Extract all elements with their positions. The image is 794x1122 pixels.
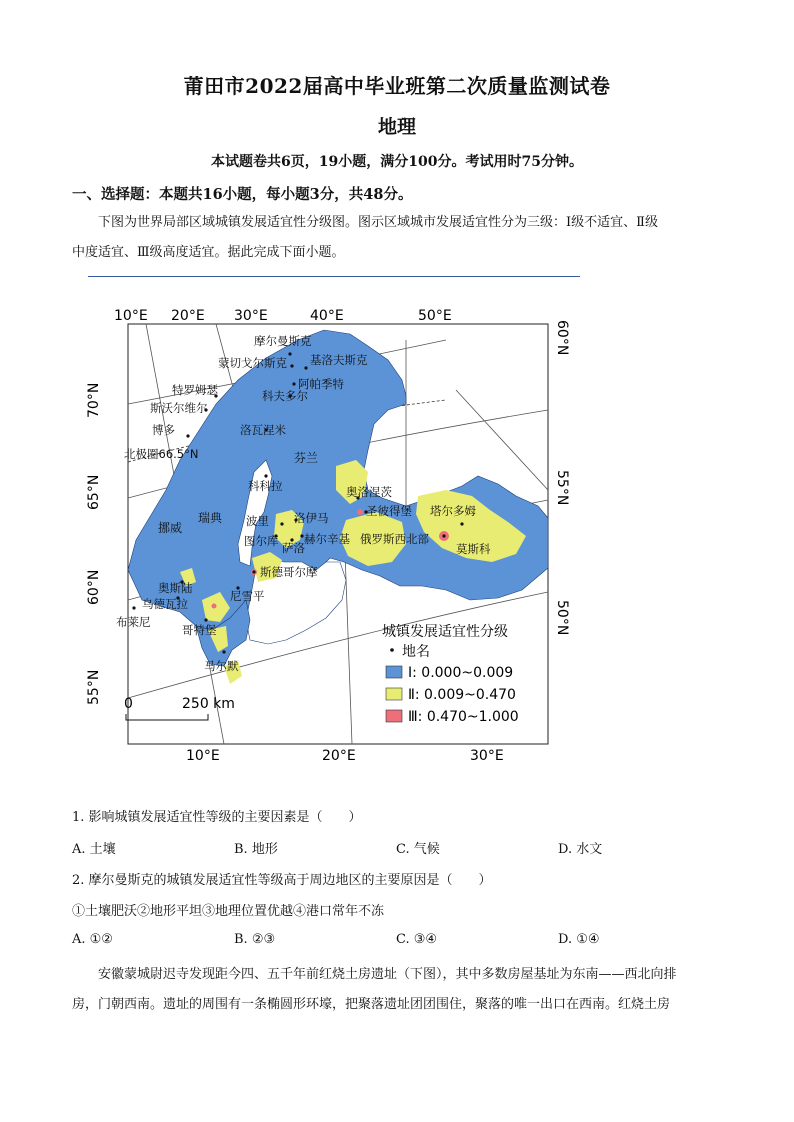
label-moscow: 莫斯科 [456, 542, 491, 556]
q2-items: ①土壤肥沃②地形平坦③地理位置优越④港口常年不冻 [72, 904, 385, 919]
lon-label-bottom: 30°E [470, 748, 504, 764]
label-sweden: 瑞典 [198, 511, 223, 525]
q1-option-b[interactable]: B. 地形 [234, 842, 278, 857]
label-kirovsk: 基洛夫斯克 [310, 353, 368, 367]
q1-option-a[interactable]: A. 土壤 [72, 842, 116, 857]
label-nw-russia: 俄罗斯西北部 [360, 532, 429, 546]
lon-label-top: 40°E [310, 308, 344, 324]
label-murmansk: 摩尔曼斯克 [254, 334, 312, 348]
lat-label-left: 60°N [86, 569, 102, 605]
label-tromso: 特罗姆瑟 [172, 383, 218, 397]
label-olonets: 奥洛涅茨 [346, 485, 392, 499]
intro-line-1: 下图为世界局部区域城镇发展适宜性分级图。图示区域城市发展适宜性分为三级：Ⅰ级不适宜、Ⅱ级 [98, 215, 658, 230]
intro-line-2: 中度适宜、Ⅲ级高度适宜。据此完成下面小题。 [72, 245, 345, 260]
label-monchegorsk: 蒙切戈尔斯克 [218, 356, 287, 370]
label-bergen: 布莱尼 [116, 615, 151, 629]
lon-label-top: 50°E [418, 308, 452, 324]
label-turku: 图尔库 [244, 534, 279, 548]
legend-class3: Ⅲ: 0.470~1.000 [408, 709, 519, 725]
lon-label-top: 30°E [234, 308, 268, 324]
label-apatity: 阿帕季特 [298, 377, 344, 391]
q2-option-b[interactable]: B. ②③ [234, 932, 276, 947]
legend-title: 城镇发展适宜性分级 [382, 624, 508, 640]
label-stpetersburg: 圣彼得堡 [366, 504, 412, 518]
lat-label-left: 65°N [86, 474, 102, 510]
label-rovaniemi: 洛瓦涅米 [240, 423, 286, 437]
lon-label-top: 10°E [114, 308, 148, 324]
subject-title: 地理 [377, 116, 416, 138]
scale-dist: 250 km [182, 696, 235, 712]
lon-label-bottom: 10°E [186, 748, 220, 764]
label-finland: 芬兰 [294, 451, 319, 465]
label-kokkola: 科科拉 [248, 479, 283, 493]
lat-label-right: 55°N [554, 470, 570, 506]
legend-swatch-1 [386, 666, 402, 678]
label-pori: 波里 [246, 514, 269, 528]
legend-swatch-2 [386, 688, 402, 700]
label-bodo: 博多 [152, 423, 175, 437]
q1-option-d[interactable]: D. 水文 [558, 842, 603, 857]
passage-line-1: 安徽蒙城尉迟寺发现距今四、五千年前红烧土房遗址（下图），其中多数房屋基址为东南——西北向排 [98, 967, 677, 982]
label-nykoping: 尼雪平 [230, 589, 265, 603]
lon-label-top: 20°E [171, 308, 205, 324]
legend-class2: Ⅱ: 0.009~0.470 [408, 687, 516, 703]
lon-label-bottom: 20°E [322, 748, 356, 764]
exam-title: 莆田市2022届高中毕业班第二次质量监测试卷 [183, 74, 611, 98]
label-loimaa: 洛伊马 [294, 511, 329, 525]
label-norway: 挪威 [158, 521, 183, 535]
lat-label-right: 60°N [554, 320, 570, 356]
label-uddevalla: 乌德瓦拉 [142, 597, 188, 611]
label-stockholm: 斯德哥尔摩 [260, 565, 318, 579]
passage-line-2: 房，门朝西南。遗址的周围有一条椭圆形环壕，把聚落遗址团团围住，聚落的唯一出口在西南。红烧土房 [72, 997, 671, 1012]
label-oslo: 奥斯陆 [158, 581, 193, 595]
section-heading: 一、选择题：本题共16小题，每小题3分，共48分。 [72, 186, 413, 203]
lat-label-left: 55°N [86, 669, 102, 705]
q2-option-c[interactable]: C. ③④ [396, 932, 438, 947]
q1-option-c[interactable]: C. 气候 [396, 842, 440, 857]
q2-stem: 2. 摩尔曼斯克的城镇发展适宜性等级高于周边地区的主要原因是（ ） [72, 873, 492, 888]
q2-option-a[interactable]: A. ①② [72, 932, 113, 947]
legend-swatch-3 [386, 710, 402, 722]
label-gothenburg: 哥特堡 [182, 623, 217, 637]
label-kovdor: 科夫多尔 [262, 389, 308, 403]
legend-place: 地名 [402, 644, 430, 660]
label-svolvaer: 斯沃尔维尔 [150, 401, 208, 415]
label-helsinki: 赫尔辛基 [304, 532, 350, 546]
scale-zero: 0 [124, 696, 133, 712]
suitability-map [86, 300, 570, 764]
lat-label-right: 50°N [554, 600, 570, 636]
label-arctic: 北极圈66.5°N [124, 447, 199, 461]
lat-label-left: 70°N [86, 382, 102, 418]
legend-class1: Ⅰ: 0.000~0.009 [408, 665, 514, 681]
q2-option-d[interactable]: D. ①④ [558, 932, 600, 947]
divider-line [88, 276, 580, 277]
exam-info: 本试题卷共6页，19小题，满分100分。考试用时75分钟。 [211, 154, 583, 170]
q1-stem: 1. 影响城镇发展适宜性等级的主要因素是（ ） [72, 810, 362, 825]
label-salo: 萨洛 [282, 541, 305, 555]
label-taldom: 塔尔多姆 [430, 504, 476, 518]
label-malmo: 马尔默 [204, 659, 239, 673]
